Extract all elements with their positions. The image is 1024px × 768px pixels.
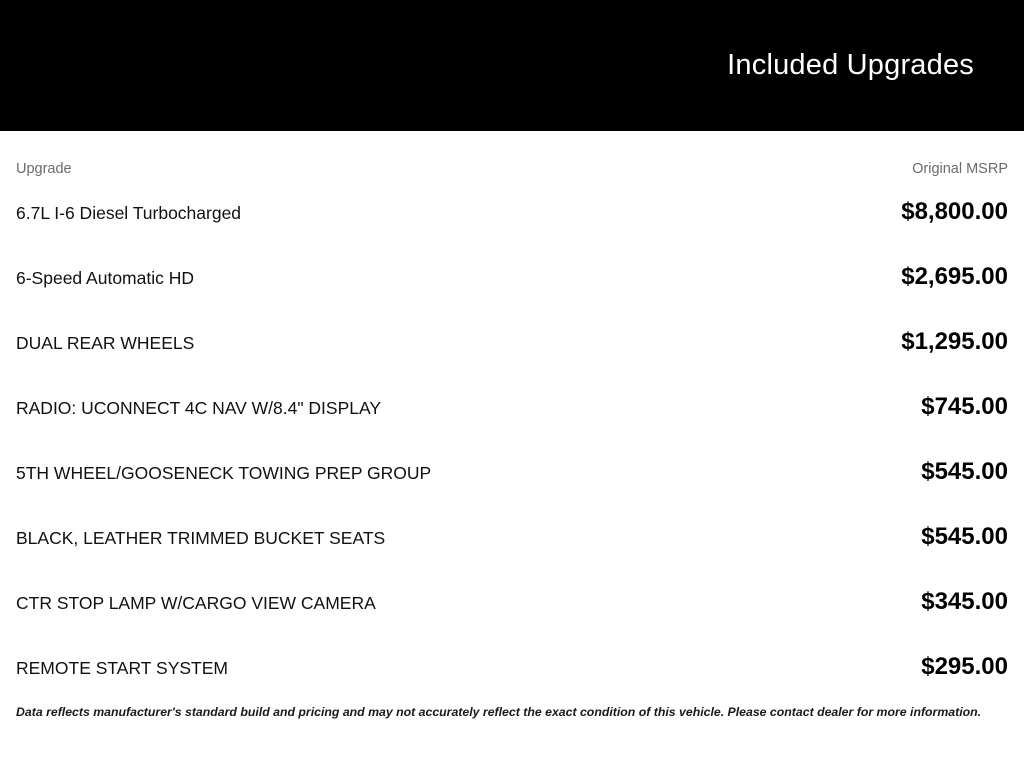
upgrade-price: $545.00 [921, 523, 1008, 550]
column-header-msrp: Original MSRP [912, 161, 1008, 177]
upgrade-name: REMOTE START SYSTEM [16, 658, 228, 678]
upgrade-price: $2,695.00 [901, 263, 1008, 290]
upgrade-name: DUAL REAR WHEELS [16, 333, 195, 353]
disclaimer-text: Data reflects manufacturer's standard build and pricing and may not accurately reflect the exact condition of this vehicle. Please contact dealer for more information. [16, 705, 982, 719]
upgrade-price: $745.00 [921, 393, 1008, 420]
table-row [16, 179, 1008, 244]
upgrade-name: 6.7L I-6 Diesel Turbocharged [16, 203, 242, 223]
upgrade-price: $345.00 [921, 588, 1008, 615]
page-content [0, 131, 1024, 768]
upgrade-name: 5TH WHEEL/GOOSENECK TOWING PREP GROUP [16, 463, 432, 483]
upgrade-price: $1,295.00 [901, 328, 1008, 355]
upgrade-name: RADIO: UCONNECT 4C NAV W/8.4" DISPLAY [16, 398, 382, 418]
column-header-upgrade: Upgrade [16, 161, 72, 177]
upgrade-name: BLACK, LEATHER TRIMMED BUCKET SEATS [16, 528, 386, 548]
table-row [16, 244, 1008, 309]
table-row [16, 309, 1008, 374]
table-row [16, 634, 1008, 699]
upgrades-table [16, 179, 1008, 699]
table-row [16, 569, 1008, 634]
upgrade-name: 6-Speed Automatic HD [16, 268, 195, 288]
upgrade-price: $545.00 [921, 458, 1008, 485]
upgrade-price: $8,800.00 [901, 198, 1008, 225]
page-title: Included Upgrades [727, 49, 974, 82]
page-header [0, 0, 1024, 131]
upgrade-name: CTR STOP LAMP W/CARGO VIEW CAMERA [16, 593, 376, 613]
table-row [16, 374, 1008, 439]
table-column-headers [16, 161, 1008, 177]
table-row [16, 439, 1008, 504]
table-row [16, 504, 1008, 569]
upgrade-price: $295.00 [921, 653, 1008, 680]
